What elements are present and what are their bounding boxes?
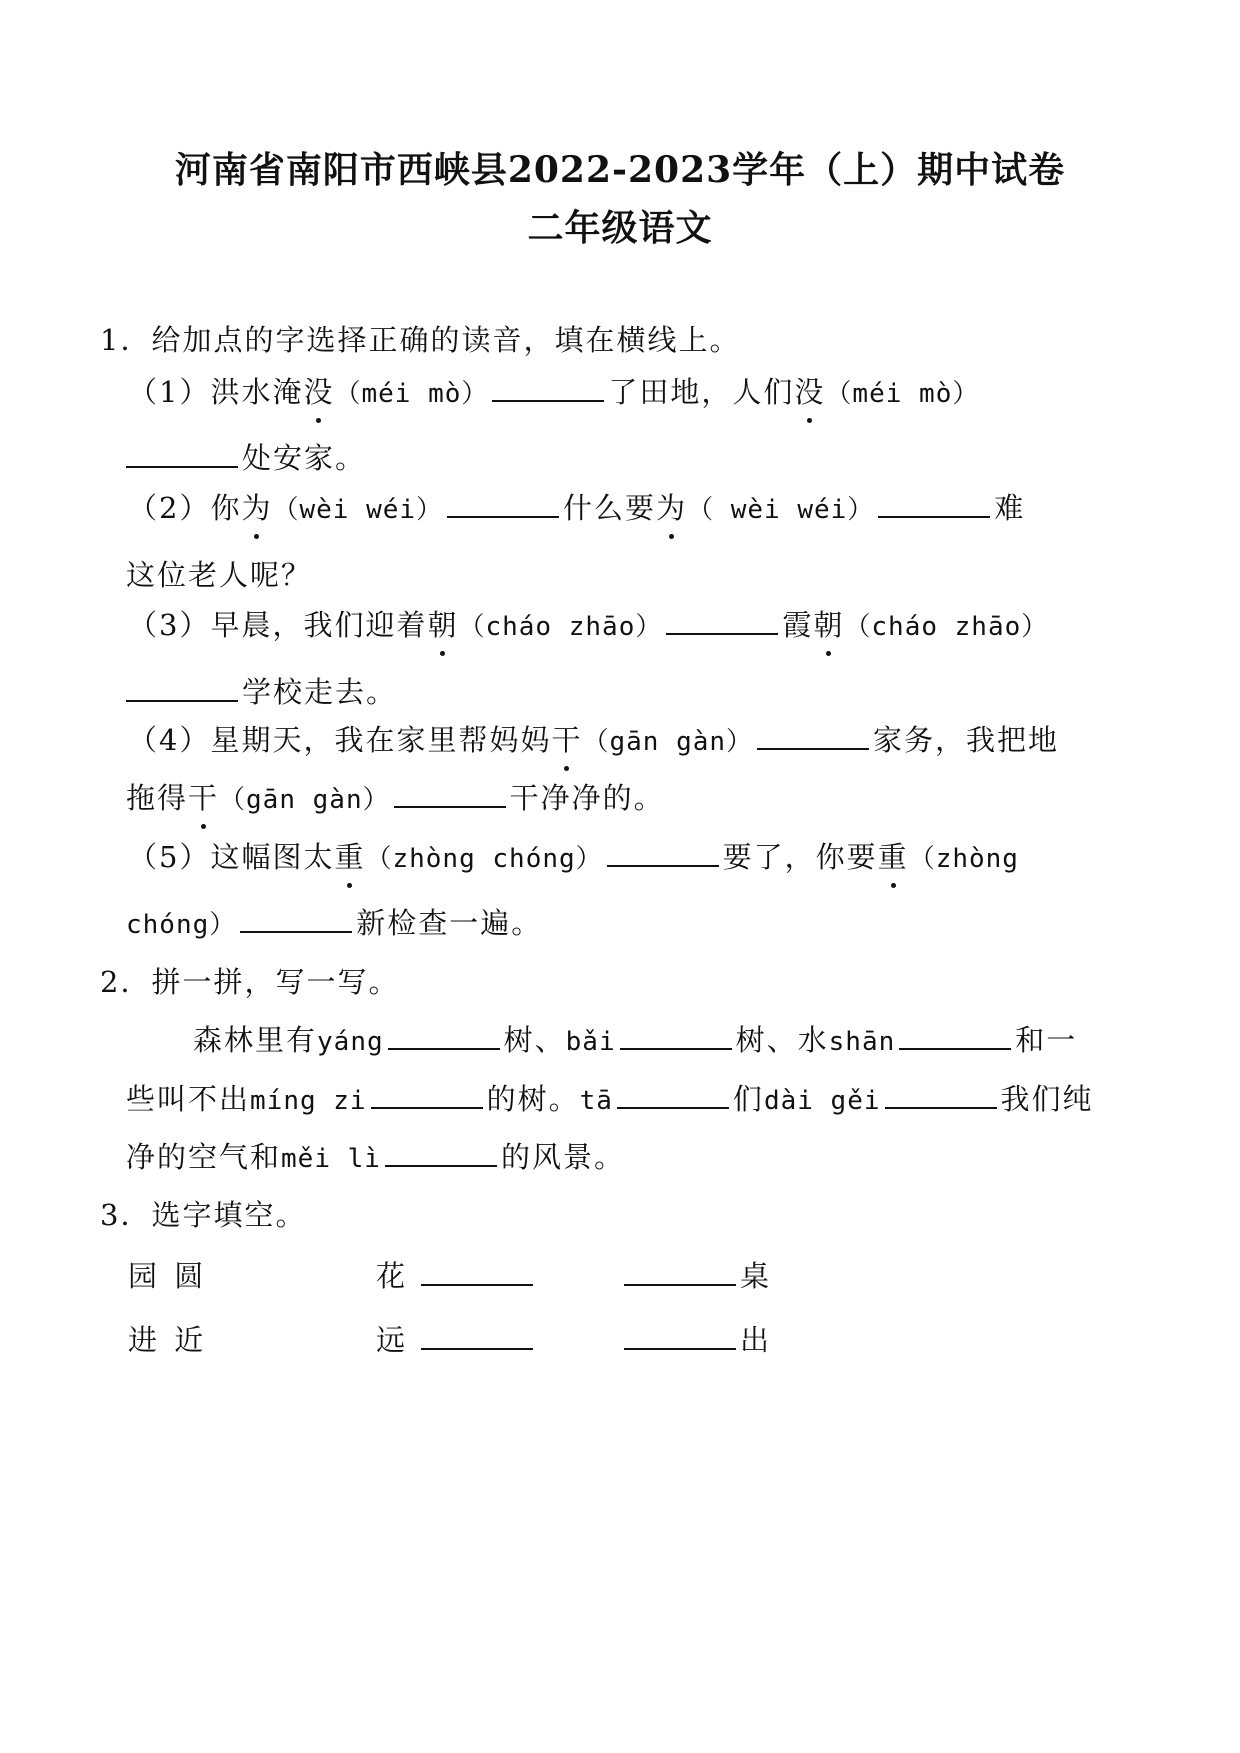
- q2-text: 树、水: [735, 1023, 829, 1057]
- dotted-char: 为: [241, 486, 272, 527]
- q2-text: 些叫不出: [126, 1082, 251, 1116]
- q1-s2-line-b: 这位老人呢？: [126, 558, 313, 592]
- answer-blank[interactable]: [126, 674, 238, 702]
- q1-s3-text: （3）早晨，我们迎着: [128, 608, 428, 642]
- pinyin-options: （cháo zhāo）: [844, 612, 1049, 642]
- q1-s3-text: 学校走去。: [242, 675, 398, 709]
- q1-s2-text: （2）你: [128, 491, 242, 525]
- pinyin: míng zi: [250, 1086, 367, 1116]
- answer-blank[interactable]: [885, 1081, 997, 1109]
- q1-title: 1．给加点的字选择正确的读音，填在横线上。: [100, 323, 741, 357]
- dotted-char: 没: [303, 370, 334, 411]
- q3-char: 花: [376, 1259, 410, 1293]
- answer-blank[interactable]: [126, 440, 238, 468]
- q2-line-1: [193, 1018, 1077, 1059]
- q2-text: 树、: [503, 1023, 566, 1057]
- answer-blank[interactable]: [624, 1322, 736, 1350]
- answer-blank[interactable]: [421, 1322, 533, 1350]
- dotted-char: 重: [334, 835, 365, 876]
- pinyin-options: （gān gàn）: [582, 727, 754, 757]
- dotted-char: 干: [188, 776, 219, 817]
- q2-line-3: [126, 1135, 625, 1176]
- answer-blank[interactable]: [492, 374, 604, 402]
- q1-s2-text: 难: [994, 491, 1026, 525]
- q2-line-2: [126, 1077, 1094, 1118]
- answer-blank[interactable]: [371, 1081, 483, 1109]
- dotted-char: 朝: [427, 603, 458, 644]
- page-title: 河南省南阳市西峡县2022-2023学年（上）期中试卷: [174, 149, 1066, 191]
- q1-s4-text: 干净净的。: [509, 781, 665, 815]
- q1-s3-text: 霞: [782, 608, 814, 642]
- answer-blank[interactable]: [757, 722, 869, 750]
- q1-s3-line-b: [126, 670, 397, 711]
- dotted-char: 没: [794, 370, 825, 411]
- answer-blank[interactable]: [385, 1139, 497, 1167]
- answer-blank[interactable]: [447, 490, 559, 518]
- q3-title: 3．选字填空。: [100, 1198, 307, 1232]
- q2-text: 我们纯: [1000, 1082, 1094, 1116]
- q1-s1-text: （1）洪水淹: [128, 375, 304, 409]
- q3-row-left: [376, 1318, 537, 1359]
- q1-s4-text: 家务，我把地: [873, 723, 1060, 757]
- q3-char: 桌: [740, 1259, 774, 1293]
- answer-blank[interactable]: [388, 1022, 500, 1050]
- dotted-char: 为: [656, 486, 687, 527]
- q2-text: 的风景。: [500, 1140, 625, 1174]
- answer-blank[interactable]: [240, 905, 352, 933]
- answer-blank[interactable]: [624, 1258, 736, 1286]
- dotted-char: 干: [551, 718, 582, 759]
- q1-s5-line-a: [128, 835, 1019, 876]
- q3-row-pair: 进 近: [128, 1323, 208, 1357]
- page-subtitle: 二年级语文: [527, 207, 713, 249]
- q1-s1-line-b: [126, 436, 366, 477]
- q1-s5-text: （5）这幅图太: [128, 840, 335, 874]
- pinyin-options: （méi mò）: [825, 379, 980, 409]
- q2-text: 净的空气和: [126, 1140, 282, 1174]
- pinyin-options: （méi mò）: [334, 379, 489, 409]
- pinyin-options: （zhòng: [908, 844, 1019, 874]
- q1-s5-text: 新检查一遍。: [356, 906, 543, 940]
- q1-s1-text: 了田地，人们: [608, 375, 795, 409]
- answer-blank[interactable]: [666, 607, 778, 635]
- q1-s1-text: 处安家。: [242, 441, 367, 475]
- q3-row-right: [624, 1318, 773, 1359]
- q3-row-left: [376, 1254, 537, 1295]
- q2-title: 2．拼一拼，写一写。: [100, 965, 400, 999]
- q3-row-right: [624, 1254, 773, 1295]
- answer-blank[interactable]: [421, 1258, 533, 1286]
- pinyin: tā: [579, 1086, 613, 1116]
- pinyin-options: （cháo zhāo）: [458, 612, 663, 642]
- dotted-char: 朝: [813, 603, 844, 644]
- pinyin-options: （wèi wéi）: [272, 495, 444, 525]
- q1-s3-line-a: [128, 603, 1048, 644]
- q2-text: 们: [732, 1082, 764, 1116]
- pinyin: yáng: [317, 1027, 384, 1057]
- dotted-char: 重: [878, 835, 909, 876]
- q3-row-pair: 园 圆: [128, 1259, 208, 1293]
- q1-s1-line-a: [128, 370, 979, 411]
- q3-char: 出: [740, 1323, 774, 1357]
- pinyin-options: chóng）: [126, 910, 237, 940]
- q3-char: 远: [376, 1323, 410, 1357]
- pinyin-options: （zhòng chóng）: [365, 844, 603, 874]
- pinyin: bǎi: [565, 1027, 616, 1057]
- q2-text: 森林里有: [193, 1023, 318, 1057]
- q2-text: 的树。: [486, 1082, 580, 1116]
- answer-blank[interactable]: [607, 839, 719, 867]
- answer-blank[interactable]: [394, 780, 506, 808]
- q2-text: 和一: [1015, 1023, 1078, 1057]
- pinyin: shān: [828, 1027, 896, 1057]
- answer-blank[interactable]: [878, 490, 990, 518]
- pinyin-options: （gān gàn）: [219, 785, 390, 815]
- q1-s2-line-a: [128, 486, 1025, 527]
- q1-s5-line-b: [126, 901, 542, 942]
- pinyin-options: （ wèi wéi）: [687, 495, 875, 525]
- q1-s4-line-b: [126, 776, 665, 817]
- pinyin: dài gěi: [763, 1086, 881, 1116]
- q1-s5-text: 要了，你要: [722, 840, 878, 874]
- q1-s4-line-a: [128, 718, 1059, 759]
- q1-s4-text: （4）星期天，我在家里帮妈妈: [128, 723, 552, 757]
- answer-blank[interactable]: [617, 1081, 729, 1109]
- answer-blank[interactable]: [899, 1022, 1011, 1050]
- q1-s2-text: 什么要: [563, 491, 657, 525]
- pinyin: měi lì: [281, 1144, 381, 1174]
- answer-blank[interactable]: [620, 1022, 732, 1050]
- q1-s4-text: 拖得: [126, 781, 189, 815]
